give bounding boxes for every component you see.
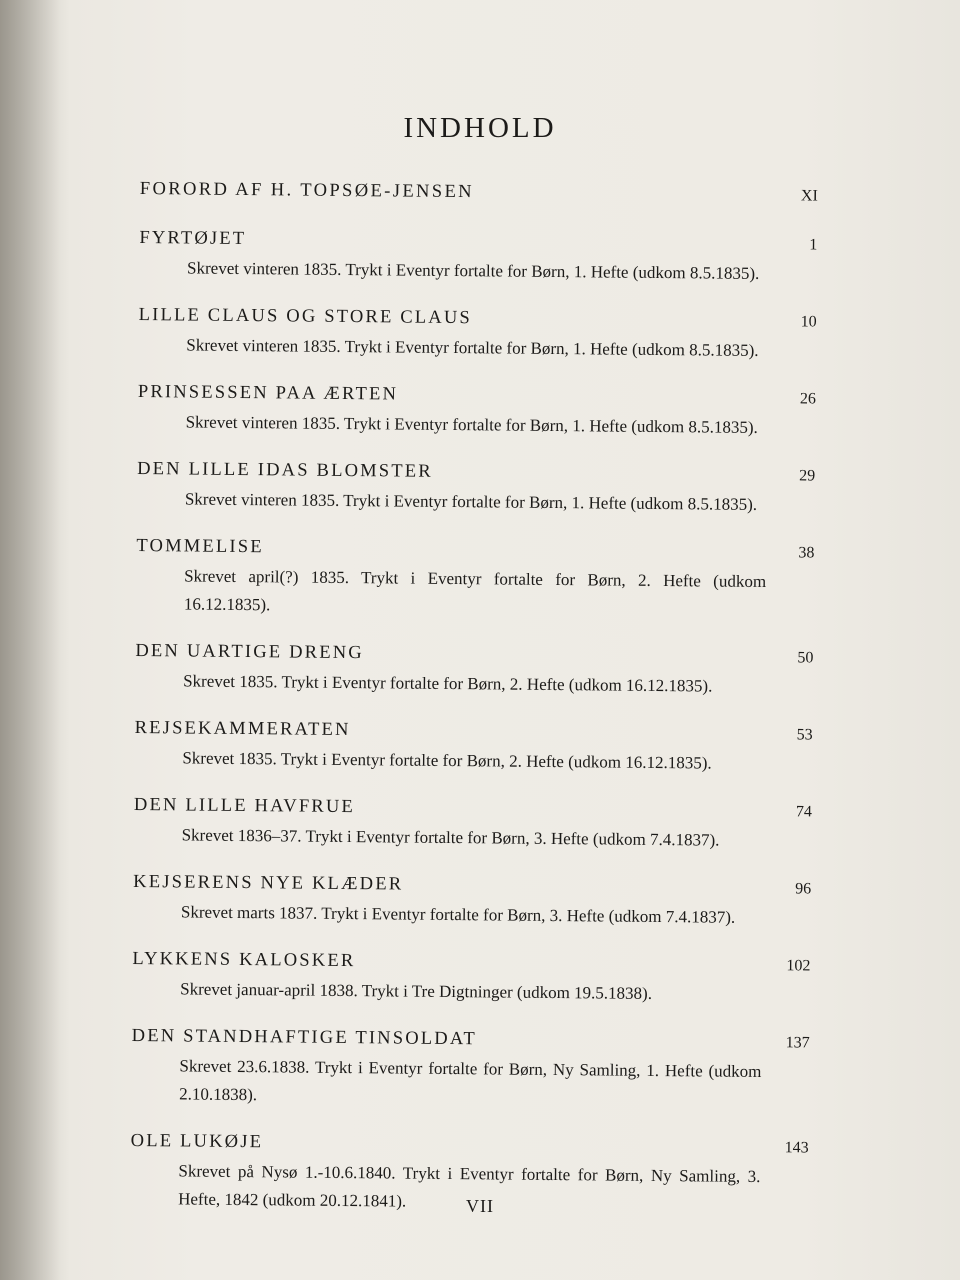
toc-entry-title: LILLE CLAUS OG STORE CLAUS — [138, 304, 473, 329]
toc-entry-description: Skrevet 1836–37. Trykt i Eventyr fortalte for Børn, 3. Hefte (udkom 7.4.1837). — [181, 825, 720, 850]
toc-entry-title: TOMMELISE — [136, 535, 264, 558]
toc-entry-page: 38 — [798, 544, 815, 562]
page-title-text: INDHOLD — [403, 112, 557, 144]
toc-entry-page: 74 — [795, 803, 812, 821]
toc-entry — [137, 377, 828, 443]
toc-entry-description: Skrevet 1835. Trykt i Eventyr fortalte for Børn, 2. Hefte (udkom 16.12.1835). — [183, 671, 713, 696]
toc-entry — [131, 1021, 822, 1115]
toc-entry — [137, 454, 828, 520]
page-title — [0, 112, 960, 145]
toc-entry-description: Skrevet april(?) 1835. Trykt i Eventyr fortalte for Børn, 2. Hefte (udkom 16.12.1835). — [183, 566, 767, 615]
toc-entry — [140, 174, 830, 212]
toc-entry — [135, 636, 826, 702]
toc-entry-title: REJSEKAMMERATEN — [134, 717, 351, 741]
toc-entry-page: 137 — [785, 1034, 810, 1052]
toc-entry — [134, 790, 825, 856]
toc-entry-title: KEJSERENS NYE KLÆDER — [133, 871, 404, 895]
toc-entry-description: Skrevet marts 1837. Trykt i Eventyr fortalte for Børn, 3. Hefte (udkom 7.4.1837). — [180, 902, 736, 927]
toc-entry-description: Skrevet 1835. Trykt i Eventyr fortalte for Børn, 2. Hefte (udkom 16.12.1835). — [182, 748, 712, 773]
toc-entry-title: DEN STANDHAFTIGE TINSOLDAT — [131, 1025, 478, 1050]
toc-entry-description: Skrevet vinteren 1835. Trykt i Eventyr fortalte for Børn, 1. Hefte (udkom 8.5.1835). — [184, 489, 758, 514]
toc-entry-description: Skrevet på Nysø 1.-10.6.1840. Trykt i Eventyr fortalte for Børn, Ny Samling, 3. Hefte, 1842 (udkom 20.12.1841). — [178, 1161, 761, 1211]
table-of-contents — [130, 174, 830, 1238]
toc-entry-page: XI — [800, 187, 818, 205]
toc-entry-description: Skrevet 23.6.1838. Trykt i Eventyr fortalte for Børn, Ny Samling, 1. Hefte (udkom 2.10.1838). — [179, 1056, 762, 1105]
toc-entry-title: DEN LILLE HAVFRUE — [133, 794, 356, 818]
toc-entry-page: 26 — [799, 390, 816, 408]
toc-entry — [134, 713, 825, 779]
toc-entry-page: 10 — [800, 313, 817, 331]
toc-entry-page: 1 — [809, 236, 818, 254]
gutter-shadow — [0, 0, 60, 1280]
toc-entry-title: LYKKENS KALOSKER — [132, 948, 356, 972]
toc-entry-page: 143 — [784, 1139, 809, 1157]
toc-entry-description: Skrevet vinteren 1835. Trykt i Eventyr fortalte for Børn, 1. Hefte (udkom 8.5.1835). — [185, 412, 758, 437]
toc-entry — [136, 531, 827, 625]
toc-entry — [132, 944, 823, 1010]
page-number: VII — [466, 1196, 494, 1216]
toc-entry-page: 102 — [786, 957, 811, 975]
toc-entry-title: OLE LUKØJE — [130, 1130, 264, 1153]
toc-entry-page: 96 — [795, 880, 812, 898]
toc-entry-title: FYRTØJET — [139, 227, 247, 250]
toc-entry — [133, 867, 824, 933]
toc-entry-title: PRINSESSEN PAA ÆRTEN — [137, 381, 399, 405]
toc-entry-page: 53 — [796, 726, 813, 744]
toc-entry-description: Skrevet vinteren 1835. Trykt i Eventyr fortalte for Børn, 1. Hefte (udkom 8.5.1835). — [187, 258, 760, 283]
toc-entry-description: Skrevet vinteren 1835. Trykt i Eventyr fortalte for Børn, 1. Hefte (udkom 8.5.1835). — [186, 335, 759, 360]
toc-entry-title: DEN LILLE IDAS BLOMSTER — [137, 458, 433, 482]
toc-entry-page: 29 — [799, 467, 816, 485]
toc-entry — [138, 300, 829, 366]
toc-entry-title: FORORD AF H. TOPSØE-JENSEN — [139, 178, 475, 203]
toc-entry-page: 50 — [797, 649, 814, 667]
toc-entry-title: DEN UARTIGE DRENG — [135, 640, 364, 664]
toc-entry-description: Skrevet januar-april 1838. Trykt i Tre Digtninger (udkom 19.5.1838). — [180, 979, 653, 1003]
toc-entry — [139, 223, 830, 289]
